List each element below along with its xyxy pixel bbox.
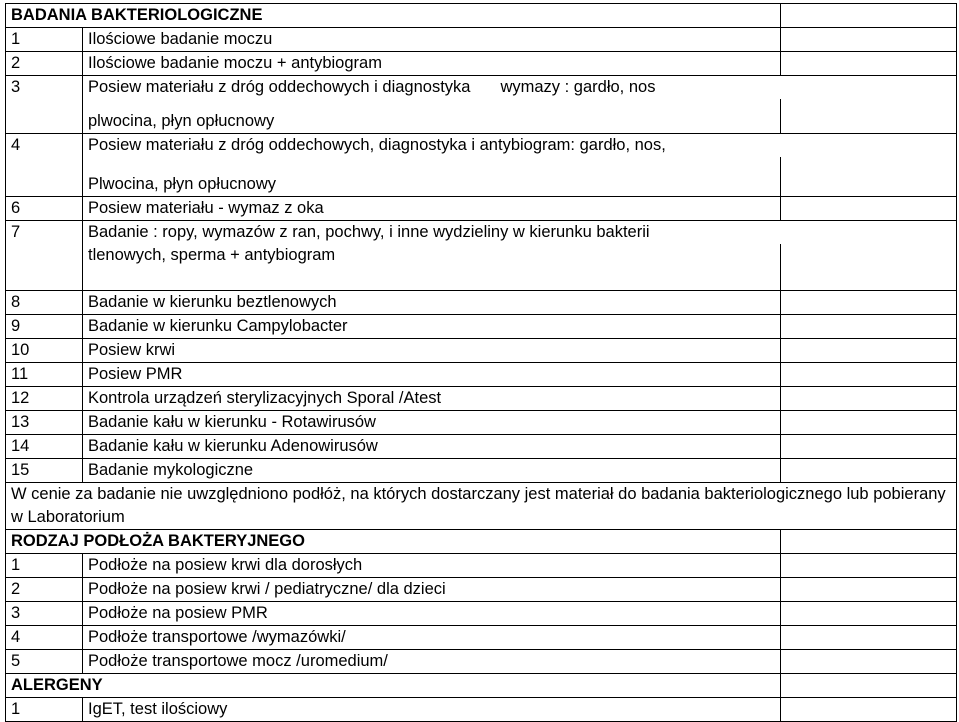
row-description: Posiew krwi <box>83 339 781 363</box>
row-number: 10 <box>6 339 83 363</box>
row-number: 3 <box>6 602 83 626</box>
price-cell <box>781 435 957 459</box>
row-number: 12 <box>6 387 83 411</box>
table-row <box>6 387 957 411</box>
row-description: Kontrola urządzeń sterylizacyjnych Sporal /Atest <box>83 387 781 411</box>
row-number: 7 <box>6 221 83 245</box>
table-row <box>6 291 957 315</box>
row-description: Badanie w kierunku Campylobacter <box>83 315 781 339</box>
table-row <box>6 221 957 245</box>
price-cell <box>781 459 957 483</box>
section-header-allergens <box>6 674 957 698</box>
row-number: 9 <box>6 315 83 339</box>
row-description: Badanie kału w kierunku Adenowirusów <box>83 435 781 459</box>
row-description: Posiew PMR <box>83 363 781 387</box>
row-number: 14 <box>6 435 83 459</box>
table-row <box>6 650 957 674</box>
row-number: 11 <box>6 363 83 387</box>
table-row <box>6 435 957 459</box>
table-row <box>6 459 957 483</box>
row-description-extra: wymazy : gardło, nos <box>500 78 656 96</box>
row-description: Podłoże na posiew krwi dla dorosłych <box>83 554 781 578</box>
table-row <box>6 339 957 363</box>
table-row-continuation <box>6 99 957 134</box>
price-cell <box>781 197 957 221</box>
table-row-continuation <box>6 157 957 197</box>
table-row <box>6 134 957 158</box>
section-title: RODZAJ PODŁOŻA BAKTERYJNEGO <box>6 530 781 554</box>
table-row <box>6 315 957 339</box>
price-cell <box>781 363 957 387</box>
price-cell <box>781 339 957 363</box>
row-description-continued: Plwocina, płyn opłucnowy <box>83 157 781 197</box>
table-row <box>6 578 957 602</box>
table-row <box>6 411 957 435</box>
row-number: 8 <box>6 291 83 315</box>
row-number: 13 <box>6 411 83 435</box>
price-cell <box>781 626 957 650</box>
section-title: ALERGENY <box>6 674 781 698</box>
price-cell <box>781 315 957 339</box>
row-description-continued: tlenowych, sperma + antybiogram <box>83 244 781 291</box>
row-description: Podłoże transportowe /wymazówki/ <box>83 626 781 650</box>
table-row <box>6 602 957 626</box>
table-row-continuation <box>6 244 957 291</box>
row-description: Badanie kału w kierunku - Rotawirusów <box>83 411 781 435</box>
pricing-note: W cenie za badanie nie uwzględniono podłóż, na których dostarczany jest materiał do badania bakteriologicznego lub pobierany w Laboratorium <box>6 483 957 530</box>
row-description: Posiew materiału z dróg oddechowych, diagnostyka i antybiogram: gardło, nos, <box>83 134 957 158</box>
row-description: Posiew materiału - wymaz z oka <box>83 197 781 221</box>
row-number: 5 <box>6 650 83 674</box>
table-row <box>6 197 957 221</box>
price-cell <box>781 578 957 602</box>
row-number: 3 <box>6 76 83 100</box>
row-description: Posiew materiału z dróg oddechowych i diagnostyka wymazy : gardło, nos <box>83 76 957 100</box>
row-number: 4 <box>6 134 83 158</box>
row-number: 6 <box>6 197 83 221</box>
row-description: Podłoże na posiew PMR <box>83 602 781 626</box>
row-number: 4 <box>6 626 83 650</box>
row-number: 2 <box>6 578 83 602</box>
price-cell <box>781 602 957 626</box>
price-cell <box>781 387 957 411</box>
row-number: 1 <box>6 554 83 578</box>
row-description: Ilościowe badanie moczu <box>83 28 781 52</box>
row-number: 2 <box>6 52 83 76</box>
row-number: 1 <box>6 28 83 52</box>
section-title: BADANIA BAKTERIOLOGICZNE <box>6 4 781 28</box>
row-number: 15 <box>6 459 83 483</box>
note-row <box>6 483 957 530</box>
price-cell <box>781 52 957 76</box>
row-description: Podłoże na posiew krwi / pediatryczne/ dla dzieci <box>83 578 781 602</box>
row-description: IgET, test ilościowy <box>83 698 781 722</box>
table-row <box>6 52 957 76</box>
price-cell <box>781 28 957 52</box>
table-row <box>6 363 957 387</box>
price-cell <box>781 554 957 578</box>
row-description: Badanie : ropy, wymazów z ran, pochwy, i inne wydzieliny w kierunku bakterii <box>83 221 957 245</box>
table-row <box>6 28 957 52</box>
row-number: 1 <box>6 698 83 722</box>
row-description: Ilościowe badanie moczu + antybiogram <box>83 52 781 76</box>
section-header-media <box>6 530 957 554</box>
row-description-continued: plwocina, płyn opłucnowy <box>83 99 781 134</box>
section-header-bacteriology <box>6 4 957 28</box>
price-cell <box>781 411 957 435</box>
table-row <box>6 554 957 578</box>
row-description: Badanie w kierunku beztlenowych <box>83 291 781 315</box>
table-row <box>6 76 957 100</box>
price-cell <box>781 291 957 315</box>
row-description: Podłoże transportowe mocz /uromedium/ <box>83 650 781 674</box>
price-cell <box>781 650 957 674</box>
services-table <box>5 3 957 722</box>
table-row <box>6 626 957 650</box>
row-description: Badanie mykologiczne <box>83 459 781 483</box>
